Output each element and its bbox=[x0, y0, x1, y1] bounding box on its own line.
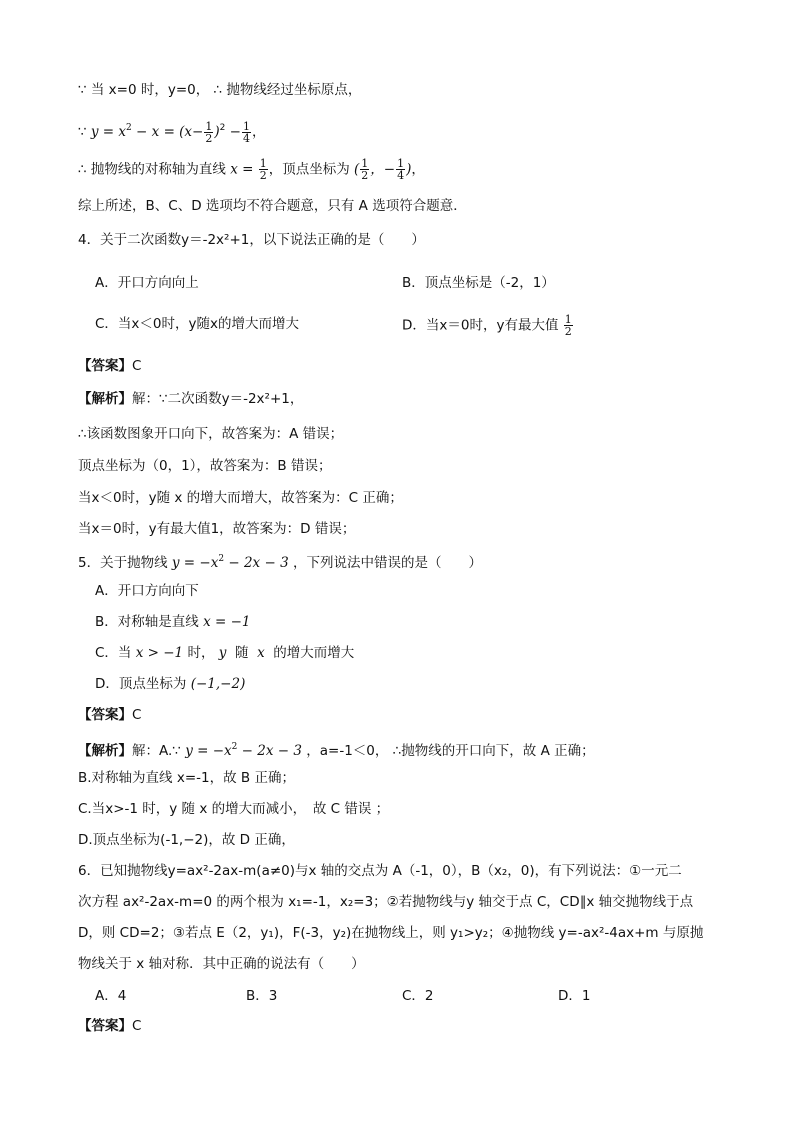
q5-option-a: A．开口方向向下 bbox=[95, 583, 199, 599]
fraction bbox=[259, 158, 268, 181]
stem-text: 5．关于抛物线 bbox=[78, 555, 168, 571]
eq-text: y = x bbox=[90, 124, 127, 140]
denominator: 4 bbox=[397, 169, 405, 182]
numerator: 1 bbox=[397, 157, 405, 170]
denominator: 2 bbox=[259, 169, 267, 182]
numerator: 1 bbox=[205, 119, 213, 133]
analysis-label: 【解析】 bbox=[78, 743, 132, 759]
denominator: 2 bbox=[564, 325, 572, 338]
eq-text: x bbox=[257, 645, 265, 661]
question-6-stem: D，则 CD=2；③若点 E（2，y₁)，F(-3，y₂)在抛物线上，则 y₁>y₂；④抛物线 y=-ax²-4ax+m 与原抛 bbox=[78, 925, 704, 941]
q6-answer bbox=[78, 1016, 141, 1036]
eq-part bbox=[172, 555, 289, 571]
eq-text: − 2x − 3 bbox=[237, 743, 302, 759]
option-text: 时， bbox=[183, 645, 215, 661]
analysis-text: ，a=-1＜0， ∴抛物线的开口向下，故 A 正确； bbox=[306, 743, 595, 759]
analysis-line: C.当x>-1 时，y 随 x 的增大而减小， 故 C 错误 ； bbox=[78, 801, 390, 817]
analysis-label: 【解析】 bbox=[78, 391, 132, 407]
denominator: 2 bbox=[361, 169, 369, 182]
text-line: 综上所述，B、C、D 选项均不符合题意，只有 A 选项符合题意． bbox=[78, 198, 467, 214]
fraction bbox=[242, 121, 251, 144]
eq-text: x = −1 bbox=[203, 614, 251, 630]
option-text: D．顶点坐标为 bbox=[95, 676, 187, 692]
fraction bbox=[360, 158, 369, 181]
exponent: 2 bbox=[218, 554, 225, 564]
exponent: 2 bbox=[219, 123, 226, 133]
eq-text: − bbox=[225, 124, 241, 140]
eq-text: ) bbox=[214, 124, 220, 140]
analysis-line: B.对称轴为直线 x=-1，故 B 正确； bbox=[78, 770, 295, 786]
answer-label: 【答案】 bbox=[78, 358, 132, 374]
q5-option-c bbox=[95, 643, 354, 663]
denominator: 4 bbox=[242, 131, 250, 145]
eq-text: ) bbox=[406, 161, 412, 178]
numerator: 1 bbox=[259, 157, 267, 170]
punct: ， bbox=[411, 161, 425, 178]
fraction bbox=[396, 158, 405, 181]
eq-text: x = bbox=[230, 161, 254, 178]
question-6-stem: 6．已知抛物线y=ax²-2ax-m(a≠0)与x 轴的交点为 A（-1，0），B（x₂，0)，有下列说法：①一元二 bbox=[78, 863, 682, 879]
text: ，顶点坐标为 bbox=[268, 161, 350, 178]
eq-text: x > −1 bbox=[135, 645, 184, 661]
eq-part bbox=[91, 124, 203, 140]
answer-value: C bbox=[132, 358, 142, 374]
answer-value: C bbox=[132, 707, 142, 723]
text: ∴ 抛物线的对称轴为直线 bbox=[78, 161, 226, 178]
option-text: B．对称轴是直线 bbox=[95, 614, 199, 630]
option-text: D．当x＝0时，y有最大值 bbox=[402, 317, 559, 334]
option-text: 随 bbox=[234, 645, 249, 661]
q4-option-c: C．当x＜0时，y随x的增大而增大 bbox=[95, 316, 299, 332]
eq-text: − 2x − 3 bbox=[224, 555, 289, 571]
text-line bbox=[78, 158, 425, 181]
eq-text: y = −x bbox=[171, 555, 219, 571]
answer-label: 【答案】 bbox=[78, 707, 132, 723]
answer-value: C bbox=[132, 1018, 142, 1034]
exponent: 2 bbox=[231, 742, 238, 752]
question-6-stem: 物线关于 x 轴对称．其中正确的说法有（ ） bbox=[78, 956, 365, 972]
punct: ， bbox=[251, 124, 266, 140]
text-line: ∵ 当 x=0 时，y=0， ∴ 抛物线经过坐标原点， bbox=[78, 82, 362, 98]
eq-text: (−1,−2) bbox=[190, 676, 246, 692]
q4-analysis bbox=[78, 389, 303, 409]
q5-option-d bbox=[95, 674, 245, 694]
q6-option-c: C．2 bbox=[402, 988, 434, 1004]
question-5-stem bbox=[78, 549, 482, 573]
eq-part bbox=[185, 743, 302, 759]
q5-answer bbox=[78, 705, 141, 725]
option-text: C．当 bbox=[95, 645, 132, 661]
q6-option-a: A．4 bbox=[95, 988, 127, 1004]
analysis-line: D.顶点坐标为(-1,−2)，故 D 正确， bbox=[78, 832, 295, 848]
question-6-stem: 次方程 ax²-2ax-m=0 的两个根为 x₁=-1，x₂=3；②若抛物线与y 轴交于点 C，CD∥x 轴交抛物线于点 bbox=[78, 894, 694, 910]
numerator: 1 bbox=[242, 119, 250, 133]
q5-option-b bbox=[95, 612, 250, 632]
denominator: 2 bbox=[205, 131, 213, 145]
question-4-stem: 4．关于二次函数y＝-2x²+1，以下说法正确的是（ ） bbox=[78, 232, 425, 248]
q4-option-b: B．顶点坐标是（-2，1） bbox=[402, 275, 555, 291]
equation-line bbox=[78, 118, 265, 144]
because-symbol: ∵ bbox=[78, 124, 87, 140]
analysis-line: 当x＝0时，y有最大值1，故答案为：D 错误； bbox=[78, 521, 356, 537]
eq-text: − x = (x− bbox=[131, 124, 204, 140]
eq-text: y = −x bbox=[185, 743, 232, 759]
q4-option-a: A．开口方向向上 bbox=[95, 275, 199, 291]
numerator: 1 bbox=[361, 157, 369, 170]
eq-text: y bbox=[218, 645, 227, 661]
analysis-line: 当x＜0时，y随 x 的增大而增大，故答案为：C 正确； bbox=[78, 490, 403, 506]
q5-analysis bbox=[78, 737, 595, 761]
numerator: 1 bbox=[564, 313, 572, 326]
analysis-line: 顶点坐标为（0，1），故答案为：B 错误； bbox=[78, 458, 332, 474]
eq-text: ( bbox=[354, 161, 360, 178]
fraction bbox=[564, 314, 573, 337]
analysis-line: ∴该函数图象开口向下，故答案为：A 错误； bbox=[78, 426, 344, 442]
stem-text: ，下列说法中错误的是（ ） bbox=[292, 555, 482, 571]
eq-text: ，− bbox=[370, 161, 396, 178]
answer-label: 【答案】 bbox=[78, 1018, 132, 1034]
q4-option-d bbox=[402, 314, 574, 337]
q6-option-d: D．1 bbox=[558, 988, 591, 1004]
fraction bbox=[204, 121, 213, 144]
q4-answer bbox=[78, 356, 141, 376]
q6-option-b: B．3 bbox=[246, 988, 278, 1004]
exponent: 2 bbox=[126, 123, 132, 133]
analysis-text: 解：A.∵ bbox=[132, 743, 181, 759]
analysis-text: 解：∵二次函数y＝-2x²+1， bbox=[132, 391, 304, 407]
option-text: 的增大而增大 bbox=[273, 645, 355, 661]
